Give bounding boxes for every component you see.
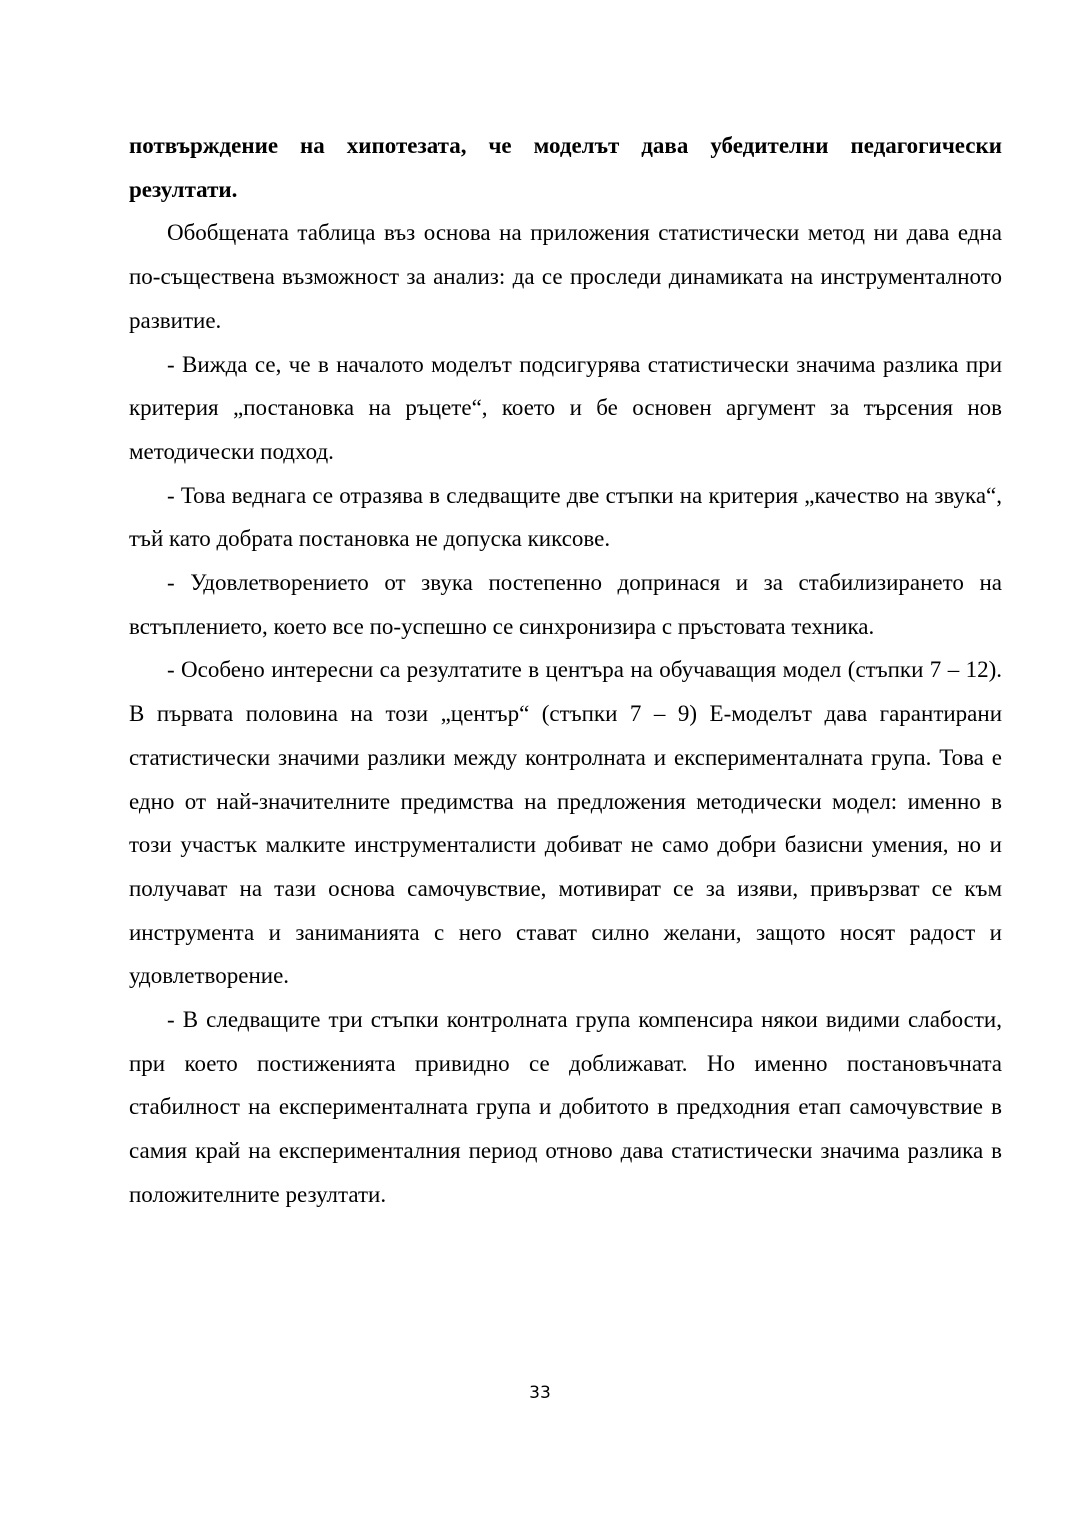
paragraph-conclusion-bold: потвърждение на хипотезата, че моделът дава убедителни педагогически резултати. [129, 133, 1002, 202]
page-body [129, 124, 1002, 1217]
paragraph-hand-position: - Вижда се, че в началото моделът подсигурява статистически значима разлика при критерия „постановка на ръцете“, което и бе основен аргумент за търсения нов методически подход. [129, 351, 1002, 464]
paragraph-model-center: - Особено интересни са резултатите в центъра на обучаващия модел (стъпки 7 – 12). В първата половина на този „център“ (стъпки 7 – 9) Е-моделът дава гарантирани статистически значими разлики между контролната и експерименталната група. Това е едно от най-значителните предимства на предложения методически модел: именно в този участък малките инструменталисти добиват не само добри базисни умения, но и получават на тази основа самочувствие, мотивират се за изяви, привързват се към инструмента и заниманията с него стават силно желани, защото носят радост и удовлетворение. [129, 657, 1002, 989]
paragraph-summary-table: Обобщената таблица въз основа на приложения статистически метод ни дава една по-съществена възможност за анализ: да се проследи динамиката на инструменталното развитие. [129, 220, 1002, 333]
page-number: 33 [529, 1383, 551, 1403]
paragraph-sound-quality: - Това веднага се отразява в следващите две стъпки на критерия „качество на звука“, тъй като добрата постановка не допуска киксове. [129, 482, 1002, 552]
paragraph-final-steps: - В следващите три стъпки контролната група компенсира някои видими слабости, при което постиженията привидно се доближават. Но именно постановъчната стабилност на експерименталната група и добитото в предходния етап самочувствие в самия край на експерименталния период отново дава статистически значима разлика в положителните резултати. [129, 1007, 1002, 1207]
paragraph-sound-satisfaction: - Удовлетворението от звука постепенно допринася и за стабилизирането на встъплението, което все по-успешно се синхронизира с пръстовата техника. [129, 570, 1002, 639]
